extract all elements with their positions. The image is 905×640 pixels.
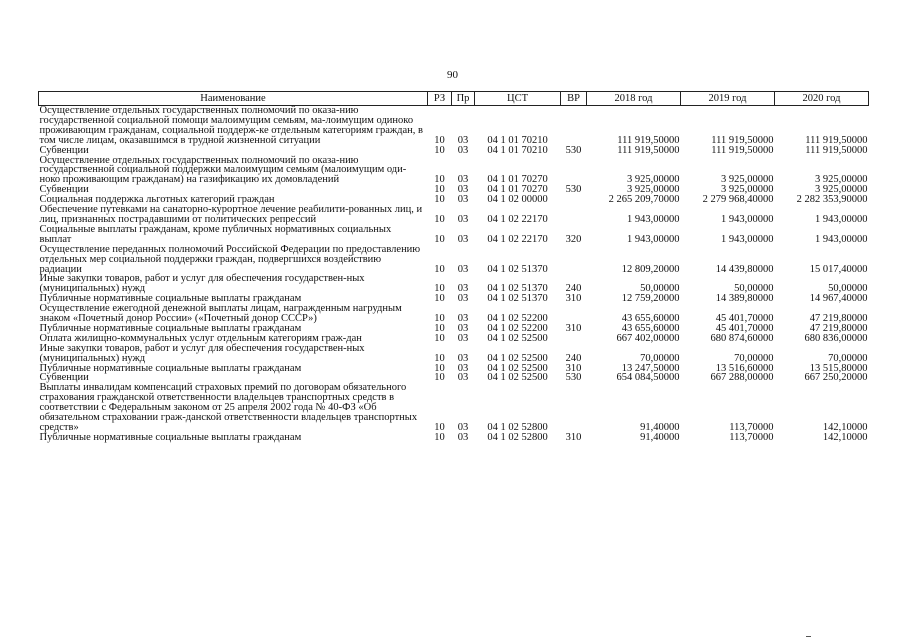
row-2019-value: 14 439,80000 bbox=[715, 263, 774, 275]
row-cst: 04 1 02 51370 bbox=[487, 283, 548, 295]
row-cst: 04 1 02 00000 bbox=[487, 194, 548, 206]
row-pr: 03 bbox=[457, 431, 469, 443]
row-2018-value: 12 759,20000 bbox=[621, 293, 680, 305]
table-row bbox=[39, 245, 869, 275]
row-rz: 10 bbox=[434, 263, 445, 275]
row-cst: 04 1 01 70270 bbox=[487, 174, 548, 186]
row-vr: 310 bbox=[565, 431, 582, 443]
row-2020-value: 47 219,80000 bbox=[809, 322, 868, 334]
row-pr: 03 bbox=[457, 194, 469, 206]
row-2020-value: 667 250,20000 bbox=[804, 372, 868, 384]
row-2019-value: 3 925,00000 bbox=[721, 184, 774, 196]
table-row bbox=[39, 274, 869, 294]
row-vr bbox=[561, 156, 587, 186]
row-pr: 03 bbox=[457, 313, 469, 325]
row-2020-value: 70,00000 bbox=[828, 352, 868, 364]
row-2018-value: 12 809,20000 bbox=[621, 263, 680, 275]
row-pr: 03 bbox=[457, 422, 469, 433]
row-name: Социальная поддержка льготных категорий граждан bbox=[39, 194, 275, 206]
row-cst: 04 1 02 52500 bbox=[487, 362, 548, 374]
row-rz: 10 bbox=[434, 422, 445, 433]
row-2018-value: 70,00000 bbox=[640, 352, 680, 364]
row-name: Иные закупки товаров, работ и услуг для обеспечения государствен-ных (муниципальных) нужд bbox=[39, 342, 365, 364]
header-2019: 2019 год bbox=[681, 92, 775, 106]
row-2018-value: 667 402,00000 bbox=[616, 332, 680, 344]
row-vr: 530 bbox=[565, 184, 582, 196]
row-cst: 04 1 02 52800 bbox=[487, 431, 548, 443]
row-2019-value: 1 943,00000 bbox=[721, 213, 774, 225]
row-pr: 03 bbox=[457, 352, 469, 364]
row-name: Субвенции bbox=[39, 184, 89, 196]
row-cst: 04 1 02 51370 bbox=[487, 263, 548, 275]
row-vr: 240 bbox=[565, 352, 582, 364]
row-2020-value: 3 925,00000 bbox=[815, 174, 868, 186]
row-2018-value: 1 943,00000 bbox=[627, 213, 680, 225]
row-pr: 03 bbox=[457, 332, 469, 344]
header-vr: ВР bbox=[561, 92, 587, 106]
row-2018-value: 1 943,00000 bbox=[627, 233, 680, 245]
row-cst: 04 1 02 22170 bbox=[487, 233, 548, 245]
header-cst: ЦСТ bbox=[475, 92, 561, 106]
row-vr bbox=[561, 195, 587, 205]
row-2019-value: 680 874,60000 bbox=[710, 332, 774, 344]
row-pr: 03 bbox=[457, 174, 469, 186]
row-2018-value: 3 925,00000 bbox=[627, 174, 680, 186]
row-2019-value: 45 401,70000 bbox=[715, 313, 774, 325]
row-cst: 04 1 02 52200 bbox=[487, 313, 548, 325]
row-2019-value: 70,00000 bbox=[734, 352, 774, 364]
table-row bbox=[39, 383, 869, 433]
row-2018-value: 91,40000 bbox=[640, 431, 680, 443]
row-2018-value: 13 247,50000 bbox=[621, 362, 680, 374]
row-name: Осуществление отдельных государственных полномочий по оказа-нию государственной социальной помощи малоимущим семьям, ма-лоимущим одиноко проживающим гражданам, социальной поддерж-ке отдельным категориям граждан, в том числе лицам, оказавшимся в трудной жизненной ситуации bbox=[39, 105, 423, 146]
row-2020-value: 13 515,80000 bbox=[809, 362, 868, 374]
row-2018-value: 111 919,50000 bbox=[617, 134, 680, 146]
row-2020-value: 142,10000 bbox=[822, 422, 868, 433]
row-vr: 530 bbox=[565, 144, 582, 156]
row-rz: 10 bbox=[434, 213, 445, 225]
row-rz: 10 bbox=[434, 144, 445, 156]
row-2018-value: 2 265 209,70000 bbox=[608, 194, 680, 206]
header-2020: 2020 год bbox=[775, 92, 869, 106]
row-2020-value: 47 219,80000 bbox=[809, 313, 868, 325]
row-2018-value: 3 925,00000 bbox=[627, 184, 680, 196]
row-name: Осуществление отдельных государственных полномочий по оказа-нию государственной социальной поддержки малоимущим семьям (малоимущим оди-ноко проживающим гражданам) на газификацию их домовладений bbox=[39, 154, 407, 186]
row-vr bbox=[561, 205, 587, 225]
row-2018-value: 91,40000 bbox=[640, 422, 680, 433]
row-pr: 03 bbox=[457, 372, 469, 384]
row-cst: 04 1 02 52800 bbox=[487, 422, 548, 433]
table-row bbox=[39, 433, 869, 443]
row-vr: 310 bbox=[565, 293, 582, 305]
row-2020-value: 14 967,40000 bbox=[809, 293, 868, 305]
row-name: Социальные выплаты гражданам, кроме публичных нормативных социальных выплат bbox=[39, 223, 392, 245]
row-2020-value: 142,10000 bbox=[822, 431, 868, 443]
row-2020-value: 2 282 353,90000 bbox=[796, 194, 868, 206]
row-2018-value: 43 655,60000 bbox=[621, 322, 680, 334]
table-body bbox=[39, 106, 869, 443]
table-header-row bbox=[39, 92, 869, 106]
row-2018-value: 654 084,50000 bbox=[616, 372, 680, 384]
row-2019-value: 113,70000 bbox=[729, 431, 774, 443]
row-2020-value: 15 017,40000 bbox=[809, 263, 868, 275]
page-mark bbox=[806, 636, 811, 637]
row-2019-value: 667 288,00000 bbox=[710, 372, 774, 384]
row-cst: 04 1 02 52500 bbox=[487, 332, 548, 344]
row-vr bbox=[561, 245, 587, 275]
row-rz: 10 bbox=[434, 313, 445, 325]
row-vr: 240 bbox=[565, 283, 582, 295]
row-pr: 03 bbox=[457, 213, 469, 225]
table-row bbox=[39, 106, 869, 146]
row-vr: 530 bbox=[565, 372, 582, 384]
row-rz: 10 bbox=[434, 283, 445, 295]
row-rz: 10 bbox=[434, 184, 445, 196]
row-vr: 310 bbox=[565, 322, 582, 334]
row-vr bbox=[561, 304, 587, 324]
row-rz: 10 bbox=[434, 362, 445, 374]
row-2020-value: 1 943,00000 bbox=[815, 213, 868, 225]
row-pr: 03 bbox=[457, 263, 469, 275]
table-row bbox=[39, 344, 869, 364]
row-rz: 10 bbox=[434, 431, 445, 443]
row-vr bbox=[561, 334, 587, 344]
row-2019-value: 111 919,50000 bbox=[711, 134, 774, 146]
row-2019-value: 45 401,70000 bbox=[715, 322, 774, 334]
row-name: Обеспечение путевками на санаторно-курортное лечение реабилити-рованных лиц, и лиц, признанных пострадавшими от политических репрессий bbox=[39, 204, 423, 225]
row-pr: 03 bbox=[457, 134, 469, 146]
row-name: Публичные нормативные социальные выплаты гражданам bbox=[39, 431, 302, 443]
row-rz: 10 bbox=[434, 322, 445, 334]
row-2019-value: 3 925,00000 bbox=[721, 174, 774, 186]
row-2019-value: 50,00000 bbox=[734, 283, 774, 295]
row-2020-value: 3 925,00000 bbox=[815, 184, 868, 196]
header-name: Наименование bbox=[39, 92, 428, 106]
row-2019-value: 2 279 968,40000 bbox=[702, 194, 774, 206]
row-cst: 04 1 02 52500 bbox=[487, 372, 548, 384]
row-rz: 10 bbox=[434, 194, 445, 206]
row-rz: 10 bbox=[434, 372, 445, 384]
row-vr: 320 bbox=[565, 233, 582, 245]
row-pr: 03 bbox=[457, 233, 469, 245]
row-name: Субвенции bbox=[39, 144, 89, 156]
row-2018-value: 111 919,50000 bbox=[617, 144, 680, 156]
row-vr: 310 bbox=[565, 362, 582, 374]
row-pr: 03 bbox=[457, 283, 469, 295]
row-vr bbox=[561, 383, 587, 433]
row-cst: 04 1 02 22170 bbox=[487, 213, 548, 225]
table-row bbox=[39, 304, 869, 324]
row-2020-value: 1 943,00000 bbox=[815, 233, 868, 245]
row-name: Осуществление переданных полномочий Российской Федерации по предоставлению отдельных мер социальной поддержки граждан, подвергшихся воздействию радиации bbox=[39, 243, 421, 275]
budget-table bbox=[38, 91, 869, 443]
row-2020-value: 680 836,00000 bbox=[804, 332, 868, 344]
row-cst: 04 1 02 51370 bbox=[487, 293, 548, 305]
table-row bbox=[39, 156, 869, 186]
row-2019-value: 111 919,50000 bbox=[711, 144, 774, 156]
row-2019-value: 113,70000 bbox=[729, 422, 774, 433]
header-rz: РЗ bbox=[428, 92, 452, 106]
row-cst: 04 1 01 70210 bbox=[487, 144, 548, 156]
row-2018-value: 50,00000 bbox=[640, 283, 680, 295]
row-name: Выплаты инвалидам компенсаций страховых премий по договорам обязательного страхования гражданской ответственности владельцев транспортных средств в соответствии с Федеральным законом от 25 апреля 2002 года № 40-ФЗ «Об обязательном страховании граж-данской ответственности владельцев транспортных средств» bbox=[39, 382, 418, 433]
row-pr: 03 bbox=[457, 362, 469, 374]
table-row bbox=[39, 205, 869, 225]
row-2019-value: 13 516,60000 bbox=[715, 362, 774, 374]
row-pr: 03 bbox=[457, 184, 469, 196]
row-name: Иные закупки товаров, работ и услуг для обеспечения государствен-ных (муниципальных) нужд bbox=[39, 273, 365, 295]
row-rz: 10 bbox=[434, 134, 445, 146]
row-cst: 04 1 02 52200 bbox=[487, 322, 548, 334]
row-cst: 04 1 01 70270 bbox=[487, 184, 548, 196]
row-pr: 03 bbox=[457, 322, 469, 334]
row-pr: 03 bbox=[457, 293, 469, 305]
row-rz: 10 bbox=[434, 332, 445, 344]
row-pr: 03 bbox=[457, 144, 469, 156]
row-name: Оплата жилищно-коммунальных услуг отдельным категориям граж-дан bbox=[39, 332, 362, 344]
row-vr bbox=[561, 106, 587, 146]
page-number: 90 bbox=[447, 69, 458, 81]
row-name: Публичные нормативные социальные выплаты гражданам bbox=[39, 293, 302, 305]
row-2019-value: 14 389,80000 bbox=[715, 293, 774, 305]
header-2018: 2018 год bbox=[587, 92, 681, 106]
header-pr: Пр bbox=[452, 92, 475, 106]
row-rz: 10 bbox=[434, 174, 445, 186]
table-row bbox=[39, 225, 869, 245]
row-rz: 10 bbox=[434, 233, 445, 245]
row-name: Осуществление ежегодной денежной выплаты лицам, награжденным нагрудным знаком «Почетный донор России» («Почетный донор СССР») bbox=[39, 303, 402, 325]
row-2018-value: 43 655,60000 bbox=[621, 313, 680, 325]
row-cst: 04 1 02 52500 bbox=[487, 352, 548, 364]
row-2020-value: 50,00000 bbox=[828, 283, 868, 295]
row-name: Публичные нормативные социальные выплаты гражданам bbox=[39, 362, 302, 374]
row-name: Субвенции bbox=[39, 372, 89, 384]
row-2020-value: 111 919,50000 bbox=[805, 134, 868, 146]
row-rz: 10 bbox=[434, 352, 445, 364]
row-rz: 10 bbox=[434, 293, 445, 305]
row-2019-value: 1 943,00000 bbox=[721, 233, 774, 245]
row-2020-value: 111 919,50000 bbox=[805, 144, 868, 156]
row-cst: 04 1 01 70210 bbox=[487, 134, 548, 146]
row-name: Публичные нормативные социальные выплаты гражданам bbox=[39, 322, 302, 334]
